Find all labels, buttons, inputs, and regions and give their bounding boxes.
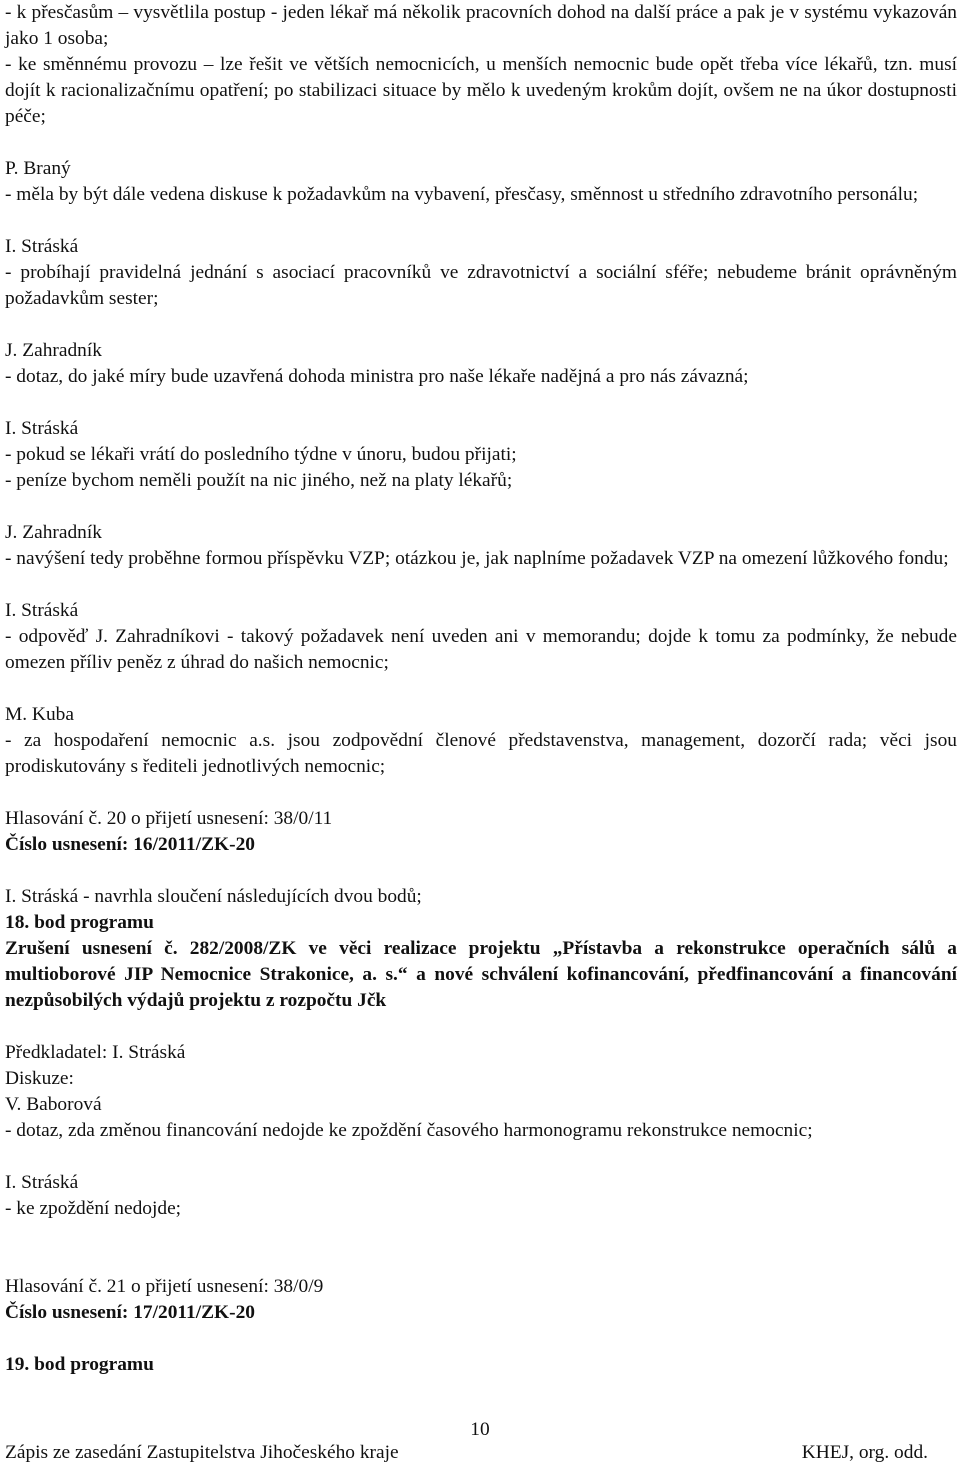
speaker-straska-3: I. Stráská <box>5 600 79 621</box>
paragraph-baborova: - dotaz, zda změnou financování nedojde ke zpoždění časového harmonogramu rekonstrukce nemocnic; <box>5 1120 813 1141</box>
speaker-baborova: V. Baborová <box>5 1094 102 1115</box>
paragraph-brany: - měla by být dále vedena diskuse k požadavkům na vybavení, přesčasy, směnnost u středního zdravotního personálu; <box>5 184 919 205</box>
minutes-body <box>5 0 957 1378</box>
vote-result-20: Hlasování č. 20 o přijetí usnesení: 38/0/11 <box>5 808 333 829</box>
speaker-zahradnik-2: J. Zahradník <box>5 522 102 543</box>
paragraph-straska-2a: - pokud se lékaři vrátí do posledního týdne v únoru, budou přijati; <box>5 444 517 465</box>
agenda-item-18-heading: 18. bod programu <box>5 912 154 933</box>
presenter-line: Předkladatel: I. Stráská <box>5 1042 186 1063</box>
merge-proposal: I. Stráská - navrhla sloučení následujících dvou bodů; <box>5 886 422 907</box>
footer-document-title: Zápis ze zasedání Zastupitelstva Jihočeského kraje <box>5 1442 399 1463</box>
agenda-item-18-title: Zrušení usnesení č. 282/2008/ZK ve věci realizace projektu „Přístavba a rekonstrukce operačních sálů a multioborové JIP Nemocnice Strakonice, a. s.“ a nové schválení kofinancování, předfinancování a financování nezpůsobilých výdajů projektu z rozpočtu Jčk <box>5 938 957 1011</box>
speaker-zahradnik-1: J. Zahradník <box>5 340 102 361</box>
paragraph-straska-4: - ke zpoždění nedojde; <box>5 1198 182 1219</box>
speaker-brany: P. Braný <box>5 158 71 179</box>
resolution-number-16: Číslo usnesení: 16/2011/ZK-20 <box>5 834 255 855</box>
speaker-straska-2: I. Stráská <box>5 418 79 439</box>
paragraph-straska-1: - probíhají pravidelná jednání s asociací pracovníků ve zdravotnictví a sociální sféře; nebudeme bránit oprávněným požadavkům sester; <box>5 262 957 309</box>
paragraph-straska-3: - odpověď J. Zahradníkovi - takový požadavek není uveden ani v memorandu; dojde k tomu za podmínky, že nebude omezen příliv peněz z úhrad do našich nemocnic; <box>5 626 957 673</box>
paragraph-zahradnik-1: - dotaz, do jaké míry bude uzavřená dohoda ministra pro naše lékaře nadějná a pro nás závazná; <box>5 366 749 387</box>
footer-department: KHEJ, org. odd. <box>801 1442 928 1463</box>
paragraph-shift-operation: - ke směnnému provozu – lze řešit ve větších nemocnicích, u menších nemocnic bude opět třeba více lékařů, tzn. musí dojít k racionalizačnímu opatření; po stabilizaci situace by mělo k uvedeným krokům dojít, ovšem ne na úkor dostupnosti péče; <box>5 54 957 127</box>
paragraph-overtime: - k přesčasům – vysvětlila postup - jeden lékař má několik pracovních dohod na další práce a pak je v systému vykazován jako 1 osoba; <box>5 2 957 49</box>
agenda-item-19-heading: 19. bod programu <box>5 1354 154 1375</box>
speaker-kuba: M. Kuba <box>5 704 74 725</box>
resolution-number-17: Číslo usnesení: 17/2011/ZK-20 <box>5 1302 255 1323</box>
paragraph-straska-2b: - peníze bychom neměli použít na nic jiného, než na platy lékařů; <box>5 470 513 491</box>
speaker-straska-1: I. Stráská <box>5 236 79 257</box>
discussion-label: Diskuze: <box>5 1068 74 1089</box>
vote-result-21: Hlasování č. 21 o přijetí usnesení: 38/0/9 <box>5 1276 324 1297</box>
speaker-straska-4: I. Stráská <box>5 1172 79 1193</box>
paragraph-zahradnik-2: - navýšení tedy proběhne formou příspěvku VZP; otázkou je, jak naplníme požadavek VZP na omezení lůžkového fondu; <box>5 548 949 569</box>
page-number: 10 <box>470 1419 490 1440</box>
paragraph-kuba: - za hospodaření nemocnic a.s. jsou zodpovědní členové představenstva, management, dozorčí rada; věci jsou prodiskutovány s řediteli jednotlivých nemocnic; <box>5 730 957 777</box>
